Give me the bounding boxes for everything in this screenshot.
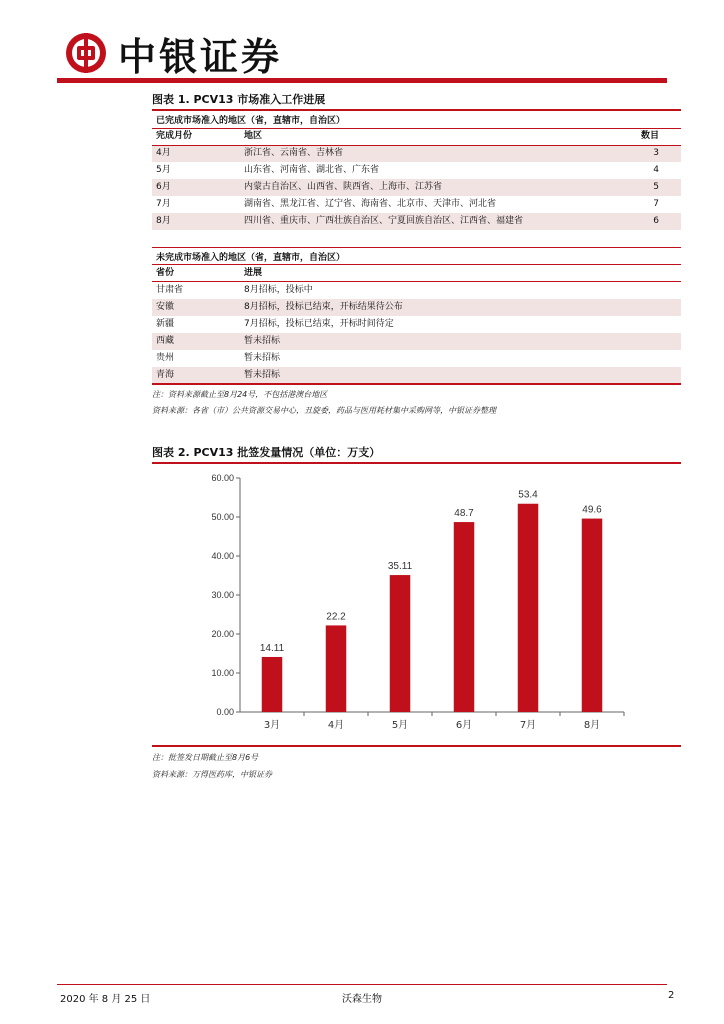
pending-title-rule [152, 264, 681, 265]
y-tick-label: 60.00 [211, 473, 234, 483]
completed-bottom-rule [152, 247, 681, 248]
footer-company: 沃森生物 [342, 994, 382, 1005]
bar-value-label: 53.4 [518, 489, 538, 501]
table-row [152, 145, 681, 162]
pending-header-rule [152, 281, 681, 282]
figure1-bottom-rule [152, 383, 681, 385]
table-row [152, 350, 681, 367]
table-row [152, 367, 681, 384]
row-region: 浙江省、云南省、吉林省 [244, 148, 344, 158]
bar-chart-svg [152, 464, 681, 744]
table-row [152, 299, 681, 316]
header-province: 省份 [156, 268, 175, 278]
header-region: 地区 [244, 131, 263, 141]
row-region: 山东省、河南省、湖北省、广东省 [244, 165, 380, 175]
bar-value-label: 49.6 [582, 504, 602, 516]
row-count: 4 [653, 165, 659, 175]
bar [454, 522, 474, 712]
bar [326, 625, 346, 712]
table-row [152, 282, 681, 299]
brand-logo [64, 30, 283, 79]
completed-section-title: 已完成市场准入的地区（省，直辖市，自治区） [156, 116, 346, 126]
bar [262, 657, 282, 712]
y-tick-label: 10.00 [211, 668, 234, 678]
row-region: 四川省、重庆市、广西壮族自治区、宁夏回族自治区、江西省、福建省 [244, 216, 524, 226]
row-province: 新疆 [156, 319, 175, 329]
row-progress: 暂未招标 [244, 353, 281, 363]
completed-title-rule [152, 128, 681, 129]
y-tick-label: 30.00 [211, 590, 234, 600]
bar [582, 519, 602, 712]
y-tick-label: 50.00 [211, 512, 234, 522]
footer-rule [57, 984, 667, 985]
header-progress: 进展 [244, 268, 263, 278]
figure1-table [152, 111, 681, 386]
bar-value-label: 35.11 [387, 561, 413, 573]
row-progress: 7月招标，投标已结束，开标时间待定 [244, 319, 394, 329]
table-row [152, 316, 681, 333]
row-province: 甘肃省 [156, 285, 184, 295]
figure2-note: 注：批签发日期截止至8月6号 [152, 753, 259, 762]
figure2-source: 资料来源：万得医药库，中银证券 [152, 770, 272, 779]
row-province: 西藏 [156, 336, 175, 346]
bar [390, 575, 410, 712]
y-tick-label: 0.00 [216, 707, 234, 717]
row-province: 青海 [156, 370, 175, 380]
batch-release-chart [152, 464, 681, 744]
row-count: 6 [653, 216, 659, 226]
brand-name: 中银证券 [118, 33, 283, 79]
bar [518, 504, 538, 712]
header-count: 数目 [640, 131, 659, 141]
table-row [152, 179, 681, 196]
completed-header-rule [152, 145, 681, 146]
row-province: 贵州 [156, 353, 175, 363]
pending-header-row [152, 265, 681, 282]
bar-value-label: 22.2 [326, 611, 346, 623]
x-tick-label: 6月 [455, 720, 473, 731]
completed-header-row [152, 128, 681, 145]
figure2-bottom-rule [152, 745, 681, 747]
bar-value-label: 14.11 [259, 642, 285, 654]
row-province: 安徽 [156, 302, 175, 312]
figure1-note: 注：资料来源截止至8月24号，不包括港澳台地区 [152, 390, 328, 399]
x-tick-label: 4月 [327, 720, 345, 731]
figure1-source: 资料来源：各省（市）公共资源交易中心，丑旋委，药品与医用耗材集中采购网等，中银证券整理 [152, 406, 496, 415]
row-region: 湖南省、黑龙江省、辽宁省、海南省、北京市、天津市、河北省 [244, 199, 497, 209]
x-tick-label: 8月 [583, 720, 601, 731]
table-spacer-row [152, 230, 681, 247]
pending-section-title: 未完成市场准入的地区（省，直辖市，自治区） [156, 253, 346, 263]
table-row [152, 333, 681, 350]
row-month: 8月 [156, 216, 171, 226]
y-tick-label: 40.00 [211, 551, 234, 561]
figure1-title: 图表 1. PCV13 市场准入工作进展 [152, 93, 326, 106]
header-month: 完成月份 [156, 131, 193, 141]
figure2-title: 图表 2. PCV13 批签发量情况（单位：万支） [152, 446, 381, 459]
x-tick-label: 5月 [391, 720, 409, 731]
table-row [152, 213, 681, 230]
row-month: 7月 [156, 199, 171, 209]
row-month: 5月 [156, 165, 171, 175]
y-tick-label: 20.00 [211, 629, 234, 639]
bar-value-label: 48.7 [454, 508, 474, 520]
bank-of-china-logo-icon [64, 31, 108, 75]
row-count: 7 [653, 199, 659, 209]
row-count: 3 [653, 148, 659, 158]
row-count: 5 [653, 182, 659, 192]
row-month: 4月 [156, 148, 171, 158]
header-rule [57, 78, 667, 83]
row-region: 内蒙古自治区、山西省、陕西省、上海市、江苏省 [244, 182, 443, 192]
x-tick-label: 3月 [263, 720, 281, 731]
footer-date: 2020 年 8 月 25 日 [60, 994, 151, 1005]
row-progress: 暂未招标 [244, 336, 281, 346]
x-tick-label: 7月 [519, 720, 537, 731]
table-row [152, 162, 681, 179]
row-progress: 8月招标，投标已结束，开标结果待公布 [244, 302, 403, 312]
row-progress: 暂未招标 [244, 370, 281, 380]
table-row [152, 196, 681, 213]
row-progress: 8月招标，投标中 [244, 285, 313, 295]
row-month: 6月 [156, 182, 171, 192]
page-number: 2 [668, 990, 675, 1001]
